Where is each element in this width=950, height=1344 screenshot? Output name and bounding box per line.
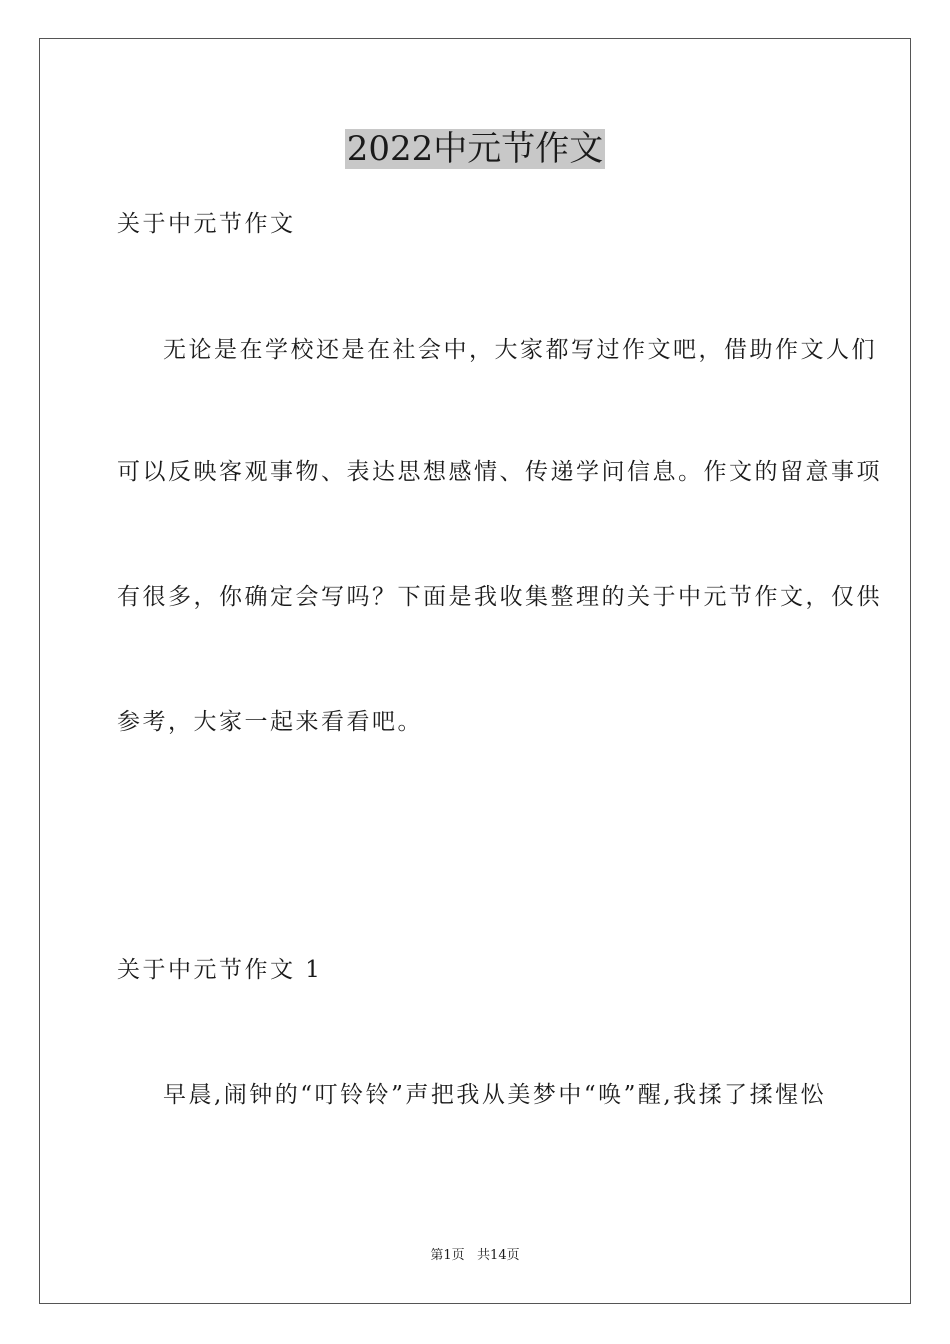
paragraph-line: 可以反映客观事物、表达思想感情、传递学问信息。作文的留意事项 — [117, 459, 882, 485]
paragraph-line: 无论是在学校还是在社会中，大家都写过作文吧，借助作文人们 — [163, 337, 877, 363]
paragraph-line: 参考，大家一起来看看吧。 — [117, 709, 423, 735]
document-heading: 关于中元节作文 — [117, 211, 296, 237]
paragraph-line: 有很多，你确定会写吗？下面是我收集整理的关于中元节作文，仅供 — [117, 584, 882, 610]
document-title-text: 2022中元节作文 — [346, 129, 604, 169]
section-heading: 关于中元节作文 1 — [117, 957, 323, 983]
document-title — [0, 126, 950, 172]
page-footer: 第1页 共14页 — [430, 1248, 520, 1263]
paragraph-line: 早晨,闹钟的“叮铃铃”声把我从美梦中“唤”醒,我揉了揉惺忪 — [163, 1082, 827, 1108]
